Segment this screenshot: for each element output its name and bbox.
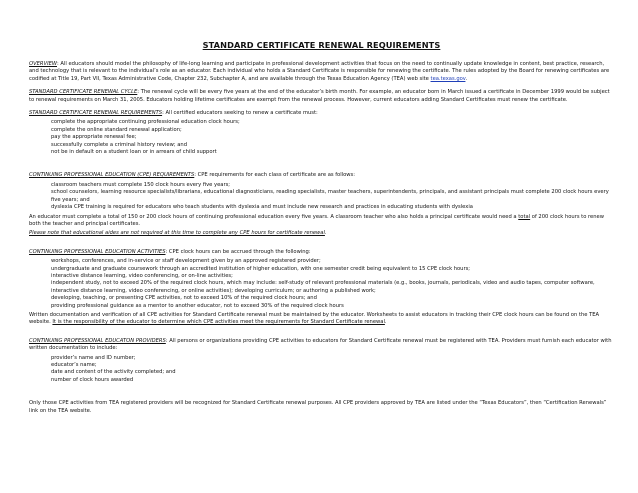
cpe-providers-text: : All persons or organizations providing CPE activities to educators for Standard Certificate renewal must be registered with TEA. Providers must furnish each educator with written documentation to include: (29, 337, 612, 352)
list-item: date and content of the activity completed; and (51, 369, 176, 376)
cpe-activities-list (29, 258, 614, 310)
list-item: educator’s name; (51, 362, 97, 368)
list-item: successfully complete a criminal history review; and (51, 141, 187, 148)
cpe-providers-list (29, 355, 614, 385)
renewal-requirements-text: : All certified educators seeking to renew a certificate must: (162, 110, 318, 117)
list-item: dyslexia CPE training is required for educators who teach students with dyslexia and must include new research and practices in educating students with dyslexia (51, 204, 473, 211)
list-item: developing, teaching, or presenting CPE activities, not to exceed 10% of the required clock hours; and (51, 295, 317, 302)
renewal-requirements-heading: STANDARD CERTIFICATE RENEWAL REQUIREMENTS (29, 110, 163, 117)
renewal-cycle-heading: STANDARD CERTIFICATE RENEWAL CYCLE (29, 89, 138, 96)
cpe-activities-section (29, 249, 614, 256)
documentation-note: Written documentation and verification of all CPE activities for Standard Certificate renewal must be maintained by the educator. Worksheets to assist educators in tracking their CPE clock hours can be found on the TEA website. It is the responsibility of the educator to determine which CPE activities meet the requirements for Standard Certificate renewal. (29, 311, 600, 326)
list-item: complete the appropriate continuing professional education clock hours; (51, 119, 240, 126)
renewal-requirements-list (29, 119, 614, 156)
document-page (29, 40, 614, 421)
overview-heading: OVERVIEW (29, 61, 57, 67)
overview-section: OVERVIEW: All educators should model the philosophy of life-long learning and participate in professional development activities that focus on the need to continually update knowledge in content, best practice, research, and technology that is relevant to the individual’s role as an educator. Each individual who holds a Standard Certificate is responsible for renewing the certificate. The rules adopted by the Board for renewing certificates are codified at Title 19, Part VII, Texas Administrative Code, Chapter 232, Subchapter A, and are available through the Texas Education Agency (TEA) web site tea.texas.gov. (29, 61, 610, 82)
educational-aides-notice: Please note that educational aides are not required at this time to complete any CPE hours for certificate renewal. (29, 230, 327, 237)
list-item: provider’s name and ID number; (51, 354, 136, 361)
cpe-activities-text: : CPE clock hours can be accrued through the following: (165, 248, 311, 255)
cpe-providers-section (29, 338, 614, 353)
list-item: not be in default on a student loan or in arrears of child support (51, 149, 217, 156)
cpe-total-note: An educator must complete a total of 150 or 200 clock hours of continuing professional education every five years. A classroom teacher who also holds a principal certificate would need a total of 200 clock hours to renew both the teacher and principal certificates. (29, 213, 604, 227)
overview-text: : All educators should model the philosophy of life-long learning and participate in professional development activities that focus on the need to continually update knowledge in content, best practice, research, and technology that is relevant to the individual’s role as an educator. Each individual who holds a Standard Certificate is responsible for renewing the certificate. The rules adopted by the Board for renewing certificates are codified at Title 19, Part VII, Texas Administrative Code, Chapter 232, Subchapter A, and are available through the Texas Education Agency (TEA) web site (29, 61, 610, 82)
list-item: school counselors, learning resource specialists/librarians, educational diagnosticians, reading specialists, master teachers, superintendents, principals, and assistant principals must complete 200 clock hours every five years; and (51, 189, 609, 203)
renewal-cycle-section (29, 89, 614, 104)
list-item: classroom teachers must complete 150 clock hours every five years; (51, 181, 231, 188)
list-item: undergraduate and graduate coursework through an accredited institution of higher education, with one semester credit being equivalent to 15 CPE clock hours; (51, 265, 471, 272)
list-item: number of clock hours awarded (51, 376, 134, 383)
renewal-cycle-text: : The renewal cycle will be every five years at the end of the educator’s birth month. For example, an educator born in March issued a certificate in December 1999 would be subject to renewal requirements on March 31, 2005. Educators holding lifetime certificates are exempt from the renewal process. However, current educators adding Standard Certificates must renew the certificate. (29, 89, 610, 103)
providers-footer-note: Only those CPE activities from TEA registered providers will be recognized for Standard Certificate renewal purposes. All CPE providers approved by TEA are listed under the “Texas Educators”, then “Certification Renewals” link on the TEA website. (29, 400, 607, 414)
cpe-requirements-heading: CONTINUING PROFESSIONAL EDUCATION (CPE) REQUIREMENTS (29, 172, 195, 179)
list-item: interactive distance learning, video conferencing, or on-line activities; (51, 272, 233, 279)
cpe-activities-heading: CONTINUING PROFESSIONAL EDUCATION ACTIVITIES (29, 248, 166, 255)
renewal-requirements-section (29, 110, 614, 117)
page-title: STANDARD CERTIFICATE RENEWAL REQUIREMENTS (202, 40, 441, 50)
cpe-requirements-list (29, 182, 614, 212)
cpe-requirements-section (29, 172, 614, 179)
cpe-providers-heading: CONTINUING PROFESSIONAL EDUCATON PROVIDERS (29, 337, 166, 344)
list-item: workshops, conferences, and in-service or staff development given by an approved registered provider; (51, 258, 321, 265)
cpe-requirements-text: : CPE requirements for each class of certificate are as follows: (194, 172, 355, 179)
tea-website-link[interactable]: tea.texas.gov (430, 75, 466, 82)
list-item: independent study, not to exceed 20% of the required clock hours, which may include: self-study of relevant professional materials (e.g., books, journals, periodicals, video and audio tapes, computer software, interactive distance learning, video conferencing, or online activities); developing curriculum; or authoring a published work; (51, 280, 595, 294)
list-item: providing professional guidance as a mentor to another educator, not to exceed 30% of the required clock hours (51, 302, 344, 309)
list-item: pay the appropriate renewal fee; (51, 134, 137, 141)
list-item: complete the online standard renewal application; (51, 126, 182, 133)
